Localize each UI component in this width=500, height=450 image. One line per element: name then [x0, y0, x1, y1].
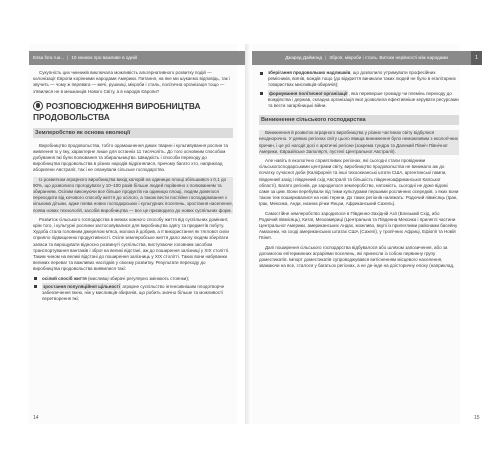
bullet-icon	[260, 92, 263, 95]
page-number-right: 15	[474, 415, 480, 421]
header-subtitle: Зброя, мікроби і сталь. Витоки нерівності між народами	[329, 55, 448, 60]
left-page-body	[33, 70, 233, 304]
subsection-heading: Виникнення сільського господарства	[259, 115, 459, 125]
page-number-left: 14	[33, 415, 39, 421]
intro-paragraph: Сукупність цих чинників виключала можливість альтернативного розвитку подій — колонізації Європи корінними народами Америки. Питання, на яке ми шукаємо відповідь, так і звучить — чому ж перевага — мечі, рушниці, мікроби і сталь, політична організація тощо — з'явилися не в мешканців Нового Світу, а в народів Європи?	[33, 70, 231, 94]
book-gutter	[245, 44, 251, 424]
chapter-tab: 1	[471, 51, 482, 65]
right-page-body	[259, 70, 459, 272]
right-running-header: Джаред Даймонд | Зброя, мікроби і сталь. Витоки нерівності між народами	[252, 51, 482, 65]
header-book-title: 10 книжок про важливе в одній	[71, 55, 138, 60]
bullet-icon	[34, 277, 37, 280]
section-heading: РОЗПОВСЮДЖЕННЯ ВИРОБНИЦТВА ПРОДОВОЛЬСТВА	[33, 100, 201, 122]
list-item: формування політичної організації, яка переверше громаду чи племінь переходу до вождівства і держав, складна організація якої дозволила ефективніше керувати ресурсами та вести загарбницькі війни.	[259, 91, 459, 110]
list-item: зберігання продовольчих надлишків, що дозволило утримувати професійних ремісників, воїнів, вождів тощо (до відкриття виникали таких людей не було в егалітарних товариствах мисливців-збирачів);	[259, 70, 459, 89]
bullet-icon	[34, 285, 37, 288]
list-item: зростання популяційної щільності аграрне суспільство інтенсивнішим плодотворче забезпечення їжею, ніж у мисливців-збирачів, що робить значно більше та можливості перетворення їжі;	[33, 284, 233, 303]
highlighted-paragraph: Виникнення й розвиток аграрного виробництва у різних частинах світу відбулися неоднорочно. У деяких регіонах світу цього явища виникнення було неможливим з екологічних причин, і це усі нагодії досі є арктичні регіони (зокрема тундра та Далекий Північ Північної Америки, Євразійське Заполяр'я, пустелі Центральної Австралії).	[259, 130, 458, 154]
section-bullet-icon	[33, 101, 43, 111]
results-list	[33, 276, 233, 303]
header-author: Джаред Даймонд	[285, 55, 323, 60]
list-item: осілий спосіб життя (мисливці-збирачі регулярно змінюють стоянки);	[33, 276, 233, 282]
paragraph: Виробництво продовольства, тобто одомашнення диких тварин і культивування рослин та живлення їх у їжу, характерне лише для останніх 11 тисячоліть. До того основним способом добування їжі були полювання та збиральництво. Швидкість і способи переходу до виробництва продовольства в різних народів відрізнялися, причому багато хто, наприклад аборигени Австралії, так і не опанували сільське господарство.	[33, 142, 228, 173]
results-list-continued	[259, 70, 459, 109]
header-series: Essa fora ruа...	[33, 55, 65, 60]
highlighted-paragraph: Із розвитком аграрного виробництва вихід калорій на одиницю площі збільшився з 0,1 до 90%, що дозволило прогодувати у 10–100 разів більше людей порівняно з полюванням та збиранням. Осілим виконуючи все більше продуктів на одиницю площі, людям довелося переходити від кочового способу життя до осілого, а також вести постійне господарювання з кількома дітьми, адже поява нових господарських і культурних поселень, зростання населення, поява нових технологій, засобів виробництва — все це призводило до нових суспільних форм.	[33, 176, 233, 213]
subsection-heading: Землеробство як основа еволюції	[33, 128, 233, 138]
paragraph: Самостійне землеробство зародилося в Південно-Західній Азії (Близький Схід, або Родючий півмісяць), Китаї, Мезоамериці (Центральна та Південна Мексика і прилеглі частини Центральної Америки, американських Андах, можливо, вкупі із прилеглими районами басейну Амазонки, на сході американських штатах США (Сахелі), у тропічних Африці, Ефіопії та Новій Гвінеї.	[259, 210, 458, 241]
paragraph: Але навіть в екологічно сприятливих регіонах, які сьогодні стали провідними сільськогосподарськими центрами світу, виробництво продовольства не виникало аж до початку сучасної доби (Каліфорнія та інші тихоокеанські штати США, аргентинські пампи, південний захід і південний схід Австралії та більшість південноафриканської Капської області). Багато регіонів, де зародилося землеробство, натомість, сьогодні не дуже відомі саме за цим. Вони перебували під тими культурами першими рослинних осередків, з яких вони також теж поширювалися на нові терени. До таких регіонів належать: Родючий півмісяць (Іран, Ірак, Мексика, Анди, низина річки Янцзи, Африканський Сахель).	[259, 158, 459, 207]
paragraph: Далі поширення сільського господарства відбувалося або шляхом запозичення, або за допомогою епітерминних аграріями поселень, які принесли із собою первинну групу доместикатів. Імпорт доместикатів супроводжувався витісненням місцевого населення, зважаючи на все, сталося у багатьох регіонах, а не де-інде на доісторичну епоху (наприклад,	[259, 244, 455, 269]
paragraph: Розвиток сільського господарства в межах кожного способу життя від суспільних домінант, крім того, і культурні рослини застосовувалися для виробництва одягу та предметів побуту. Худоба стала головним джерелом м'яса, молока й добрив, а її використання як тяглової сили сприяло підвищенню продуктивності. Осіле землеробське життя дало змогу людям зберігати запаси та вирощувати відносно розвинуті суспільства, виступаючи головним засобом транспортування вантажів і зброї на великі відстані, аж до поширення залізниці у XIX столітті. Таким чином на великі відстані до поширення залізниць у XIX столітті. Таких вони набуванки великих переваг та важливих наслідків у своєму розвитку. Результати переходу до виробництва продовольства виявилися такі:	[33, 216, 230, 272]
left-running-header: Essa fora ruа... | 10 книжок про важливе в одній	[29, 51, 245, 65]
bullet-icon	[260, 72, 263, 75]
